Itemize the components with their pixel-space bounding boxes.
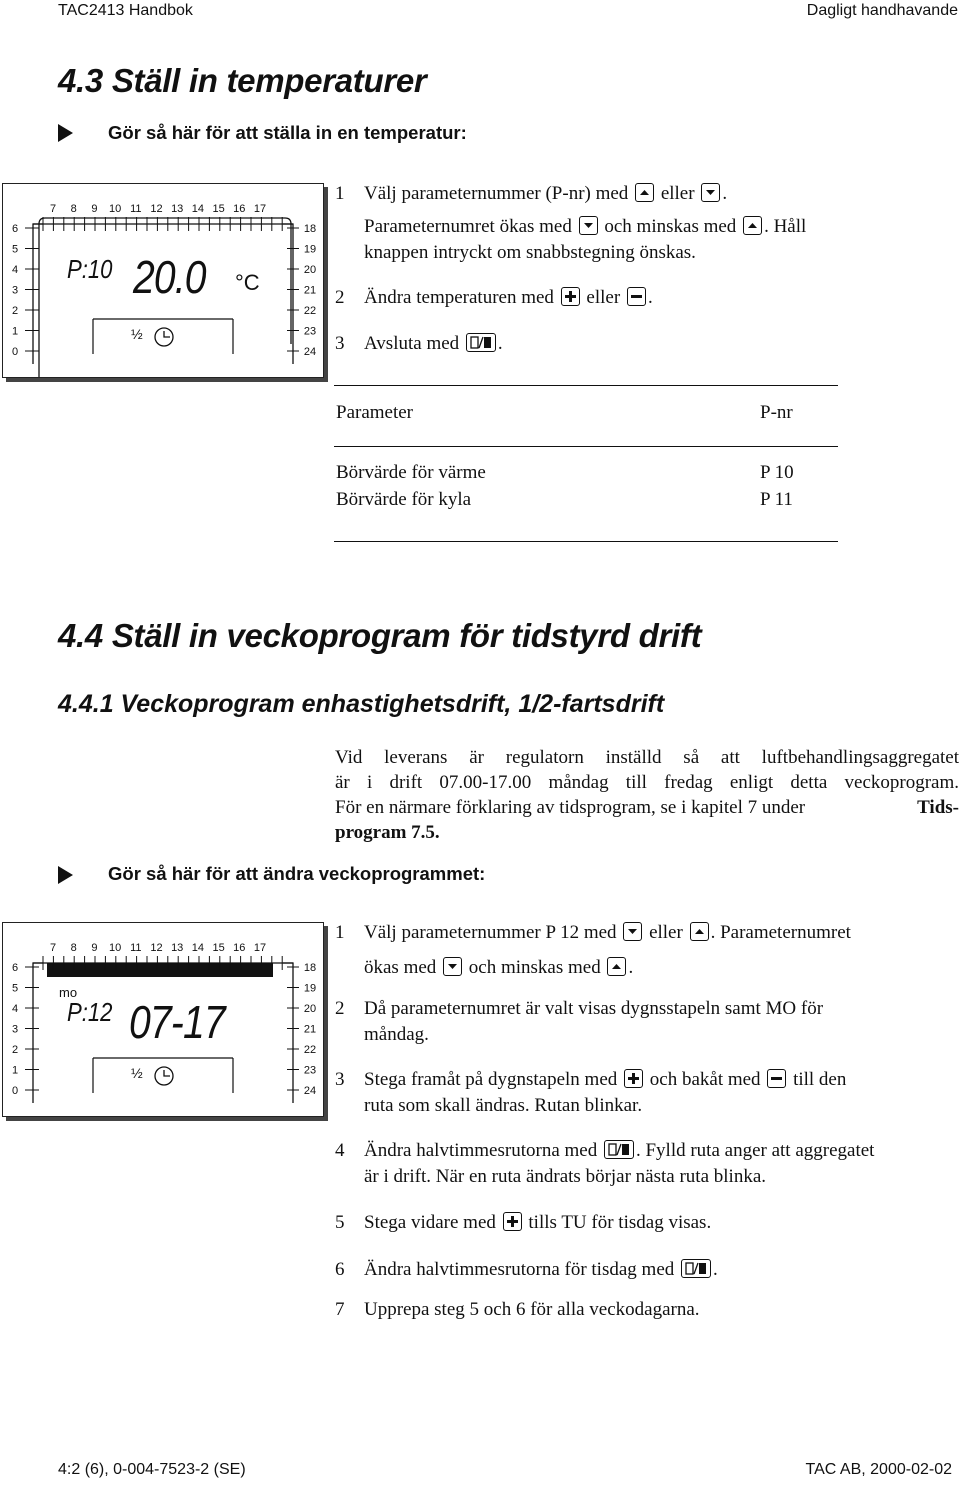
step-number: 7 [335, 1299, 345, 1320]
lcd-hour-label: 4 [11, 264, 19, 276]
lcd-day: mo [59, 985, 78, 1000]
lcd-hour-label: 24 [303, 346, 317, 358]
step-text: och bakåt med [649, 1069, 761, 1090]
step-text: Välj parameternummer (P-nr) med [364, 183, 629, 204]
arrow-down-button-icon [443, 957, 462, 976]
plus-button-icon [561, 287, 580, 306]
table-rule-top [334, 385, 838, 386]
step-text: . [628, 957, 634, 978]
step-text: och minskas med [468, 957, 601, 978]
intro-bold: Tids- [917, 797, 959, 818]
step-text: . [713, 1259, 718, 1280]
lcd-hour-label: 2 [11, 305, 19, 317]
step-text: . [647, 287, 653, 308]
step-4-3-2 [335, 285, 935, 311]
step-number: 1 [335, 922, 345, 943]
step-4-4-2 [335, 996, 945, 1048]
toggle-half-hour-button-icon [466, 333, 496, 352]
section-4-3-howto: Gör så här för att ställa in en temperatur: [108, 122, 467, 143]
lcd-hour-label: 5 [11, 243, 19, 256]
step-text: eller [660, 183, 695, 204]
step-text: tills TU för tisdag visas. [528, 1212, 712, 1233]
section-4-3-title: 4.3 Ställ in temperaturer [58, 62, 427, 99]
intro-line: är i drift 07.00-17.00 måndag till fredag enligt detta veckoprogram. [335, 772, 959, 793]
lcd-unit: °C [235, 270, 260, 295]
step-text: Avsluta med [364, 333, 460, 354]
header-doc-title: TAC2413 Handbok [58, 2, 193, 19]
lcd-value: 07-17 [129, 996, 225, 1048]
lcd-hour-label: 10 [108, 942, 122, 954]
section-4-4-1-title: 4.4.1 Veckoprogram enhastighetsdrift, 1/2-fartsdrift [58, 690, 665, 718]
table-rule-bottom [334, 541, 838, 542]
toggle-half-hour-button-icon [681, 1259, 711, 1278]
step-number: 6 [335, 1259, 345, 1280]
step-text: eller [586, 287, 621, 308]
lcd-hour-label: 6 [11, 962, 19, 974]
plus-button-icon [503, 1212, 522, 1231]
lcd-hour-label: 7 [49, 203, 57, 215]
section-4-4-howto: Gör så här för att ändra veckoprogrammet: [108, 863, 486, 884]
step-text: ökas med [364, 957, 437, 978]
step-text: Då parameternumret är valt visas dygnsstapeln samt MO för [364, 998, 824, 1019]
lcd-display-temperature [2, 183, 324, 378]
arrow-down-button-icon [623, 922, 642, 941]
lcd-hour-label: 19 [303, 982, 317, 995]
lcd-hour-label: 17 [253, 942, 267, 954]
step-text: Parameternumret ökas med [364, 216, 572, 237]
step-4-4-7 [335, 1297, 945, 1323]
lcd-param: P:12 [67, 997, 113, 1027]
lcd-hour-label: 14 [191, 942, 205, 954]
table-row-name: Börvärde för kyla [336, 489, 472, 510]
lcd-hour-label: 15 [212, 203, 225, 215]
lcd-hour-label: 9 [91, 203, 98, 215]
arrow-down-button-icon [579, 216, 598, 235]
lcd-hour-label: 24 [303, 1085, 317, 1097]
lcd-hour-label: 15 [212, 942, 225, 954]
step-text: Stega framåt på dygnstapeln med [364, 1069, 618, 1090]
step-4-4-4 [335, 1138, 955, 1190]
lcd-hour-label: 23 [303, 1064, 317, 1077]
table-header-parameter: Parameter [336, 402, 414, 423]
lcd-hour-label: 0 [11, 346, 19, 358]
lcd-hour-label: 0 [11, 1085, 19, 1097]
lcd-hour-label: 10 [108, 203, 122, 215]
step-4-4-1-line2 [364, 955, 944, 981]
step-text: eller [649, 922, 683, 943]
step-text: ruta som skall ändras. Rutan blinkar. [364, 1095, 643, 1116]
step-4-4-5 [335, 1210, 945, 1236]
clock-icon [153, 1065, 177, 1089]
step-text: Ändra temperaturen med [364, 287, 554, 308]
step-number: 2 [335, 287, 345, 308]
step-number: 3 [335, 333, 345, 354]
lcd-display-weekprogram [2, 922, 324, 1117]
lcd-hour-label: 3 [11, 284, 19, 297]
minus-button-icon [767, 1069, 786, 1088]
lcd-hour-label: 21 [303, 284, 317, 297]
lcd-half-label: ½ [131, 326, 143, 342]
intro-bold: program 7.5. [335, 822, 440, 843]
lcd-hour-label: 23 [303, 325, 317, 338]
step-number: 4 [335, 1140, 345, 1161]
step-4-4-1-line1 [335, 920, 945, 946]
lcd-hour-label: 11 [130, 942, 142, 954]
arrow-up-button-icon [635, 183, 654, 202]
lcd-hour-label: 12 [150, 203, 163, 215]
bullet-arrow-icon [58, 124, 73, 142]
plus-button-icon [624, 1069, 643, 1088]
step-text: . Fylld ruta anger att aggregatet [635, 1140, 875, 1161]
table-row-pnr: P 10 [760, 462, 794, 483]
lcd-hour-label: 19 [303, 243, 317, 256]
step-4-4-3 [335, 1067, 945, 1119]
step-number: 5 [335, 1212, 345, 1233]
lcd-hour-label: 5 [11, 982, 19, 995]
clock-icon [153, 326, 177, 350]
step-4-4-6 [335, 1257, 945, 1283]
lcd-hour-label: 18 [303, 223, 317, 235]
lcd-hour-label: 3 [11, 1023, 19, 1036]
step-text: . [722, 183, 728, 204]
intro-line: För en närmare förklaring av tidsprogram, se i kapitel 7 under [335, 797, 806, 818]
lcd-hour-label: 22 [303, 1044, 317, 1056]
section-4-4-intro [335, 745, 959, 845]
step-text: och minskas med [604, 216, 737, 237]
header-chapter: Dagligt handhavande [806, 2, 958, 19]
step-text: måndag. [364, 1024, 429, 1045]
step-number: 2 [335, 998, 345, 1019]
lcd-hour-label: 20 [303, 264, 317, 276]
lcd-hour-label: 8 [70, 942, 77, 954]
table-header-pnr: P-nr [760, 402, 793, 423]
arrow-down-button-icon [701, 183, 720, 202]
arrow-up-button-icon [743, 216, 762, 235]
step-text: . Håll [764, 216, 807, 237]
lcd-param: P:10 [67, 254, 113, 284]
section-4-4-title: 4.4 Ställ in veckoprogram för tidstyrd drift [58, 617, 702, 654]
lcd-hour-label: 16 [233, 942, 246, 954]
step-text: Upprepa steg 5 och 6 för alla veckodagarna. [364, 1299, 700, 1320]
table-rule-mid [334, 446, 838, 447]
lcd-hour-label: 18 [303, 962, 317, 974]
minus-button-icon [627, 287, 646, 306]
lcd-value: 20.0 [133, 251, 206, 303]
arrow-up-button-icon [690, 922, 709, 941]
arrow-up-button-icon [607, 957, 626, 976]
table-row-name: Börvärde för värme [336, 462, 486, 483]
step-4-3-3 [335, 331, 935, 357]
lcd-hour-label: 13 [171, 942, 184, 954]
step-text: är i drift. När en ruta ändrats börjar nästa ruta blinka. [364, 1166, 767, 1187]
lcd-hour-label: 13 [171, 203, 184, 215]
lcd-hour-label: 16 [233, 203, 246, 215]
lcd-hour-label: 21 [303, 1023, 317, 1036]
step-4-3-1-line3: knappen intryckt om snabbstegning önskas. [364, 242, 696, 263]
bullet-arrow-icon [58, 866, 73, 884]
lcd-hour-label: 7 [49, 942, 57, 954]
step-number: 3 [335, 1069, 345, 1090]
lcd-hour-label: 20 [303, 1003, 317, 1015]
step-text: till den [793, 1069, 847, 1090]
toggle-half-hour-button-icon [604, 1140, 634, 1159]
step-text: . Parameternumret [710, 922, 851, 943]
step-text: Stega vidare med [364, 1212, 496, 1233]
lcd-hour-label: 22 [303, 305, 317, 317]
step-4-3-1-line2 [364, 214, 944, 240]
lcd-hour-label: 1 [11, 1064, 19, 1077]
lcd-hour-label: 2 [11, 1044, 19, 1056]
lcd-hour-label: 1 [11, 325, 19, 338]
lcd-hour-label: 6 [11, 223, 19, 235]
footer-doc-number: 4:2 (6), 0-004-7523-2 (SE) [58, 1461, 246, 1478]
intro-line: Vid leverans är regulatorn inställd så att luftbehandlingsaggregatet [335, 747, 959, 768]
step-text: Ändra halvtimmesrutorna med [364, 1140, 598, 1161]
lcd-hour-label: 8 [70, 203, 77, 215]
step-text: Välj parameternummer P 12 med [364, 922, 617, 943]
lcd-hour-label: 14 [191, 203, 205, 215]
lcd-hour-label: 11 [130, 203, 142, 215]
table-row-pnr: P 11 [760, 489, 793, 510]
footer-company-date: TAC AB, 2000-02-02 [805, 1461, 952, 1478]
lcd-hour-label: 4 [11, 1003, 19, 1015]
step-text: Ändra halvtimmesrutorna för tisdag med [364, 1259, 675, 1280]
step-text: . [497, 333, 503, 354]
lcd-half-label: ½ [131, 1065, 143, 1081]
lcd-hour-label: 17 [253, 203, 267, 215]
step-number: 1 [335, 183, 345, 204]
step-4-3-1-line1 [335, 181, 935, 207]
lcd-hour-label: 12 [150, 942, 163, 954]
lcd-hour-label: 9 [91, 942, 98, 954]
